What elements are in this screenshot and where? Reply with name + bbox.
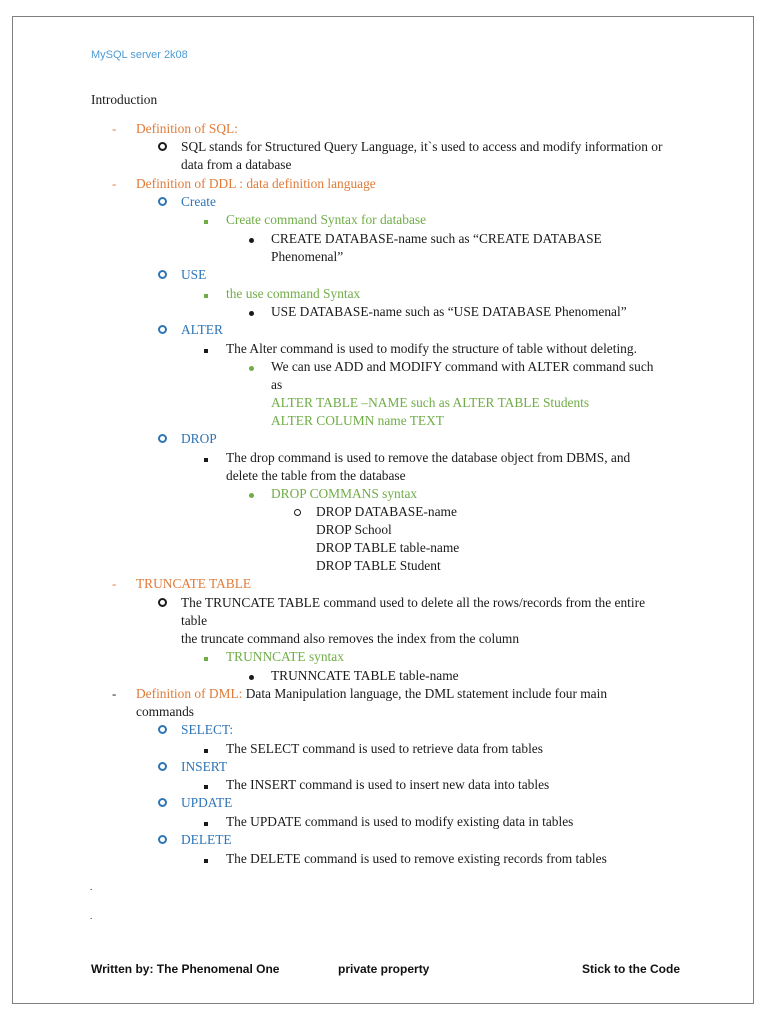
footer-author: Written by: The Phenomenal One <box>91 962 280 976</box>
drop-example-4: DROP TABLE Student <box>316 558 441 573</box>
update-description: The UPDATE command is used to modify existing data in tables <box>226 814 574 829</box>
create-syntax-heading: Create command Syntax for database <box>226 212 427 227</box>
square-bullet <box>204 850 208 868</box>
delete-heading: DELETE <box>181 832 232 847</box>
dot-bullet <box>249 303 254 321</box>
ring-bullet <box>158 721 167 739</box>
ring-bullet <box>158 321 167 339</box>
truncate-heading: TRUNCATE TABLE <box>136 576 252 591</box>
dash-bullet: - <box>112 576 117 591</box>
drop-heading: DROP <box>181 431 217 446</box>
use-heading: USE <box>181 267 207 282</box>
alter-usage-text: We can use ADD and MODIFY command with ALTER command such <box>271 359 654 374</box>
truncate-syntax-text: TRUNNCATE TABLE table-name <box>271 668 459 683</box>
drop-example-2: DROP School <box>316 522 392 537</box>
square-bullet <box>204 449 208 467</box>
sql-definition-text-cont: data from a database <box>181 157 292 172</box>
create-heading: Create <box>181 194 216 209</box>
truncate-description-cont: table <box>181 613 208 628</box>
select-description: The SELECT command is used to retrieve data from tables <box>226 741 543 756</box>
alter-example-2: ALTER COLUMN name TEXT <box>271 413 444 428</box>
square-bullet <box>204 648 208 666</box>
ring-bullet <box>294 503 301 521</box>
use-syntax-heading: the use command Syntax <box>226 286 361 301</box>
alter-example-1: ALTER TABLE –NAME such as ALTER TABLE Students <box>271 395 590 410</box>
create-syntax-text: CREATE DATABASE-name such as “CREATE DATABASE <box>271 231 602 246</box>
ring-bullet <box>158 193 167 211</box>
dml-definition-text: Data Manipulation language, the DML statement include four main <box>242 686 608 701</box>
dot-bullet <box>249 667 254 685</box>
truncate-index-note: the truncate command also removes the index from the column <box>181 631 520 646</box>
create-syntax-text-cont: Phenomenal” <box>271 249 344 264</box>
sql-definition-text: SQL stands for Structured Query Language, it`s used to access and modify information or <box>181 139 663 154</box>
dot-bullet <box>249 358 254 376</box>
dml-definition-text-cont: commands <box>136 704 195 719</box>
insert-description: The INSERT command is used to insert new data into tables <box>226 777 550 792</box>
square-bullet <box>204 285 208 303</box>
square-bullet <box>204 211 208 229</box>
delete-description: The DELETE command is used to remove existing records from tables <box>226 851 607 866</box>
use-syntax-text: USE DATABASE-name such as “USE DATABASE Phenomenal” <box>271 304 627 319</box>
insert-heading: INSERT <box>181 759 228 774</box>
square-bullet <box>204 813 208 831</box>
ring-bullet <box>158 794 167 812</box>
select-heading: SELECT: <box>181 722 234 737</box>
drop-description-cont: delete the table from the database <box>226 468 406 483</box>
alter-description: The Alter command is used to modify the structure of table without deleting. <box>226 341 637 356</box>
ring-bullet <box>158 266 167 284</box>
truncate-syntax-heading: TRUNNCATE syntax <box>226 649 344 664</box>
ring-bullet <box>158 758 167 776</box>
dash-bullet: - <box>112 686 117 701</box>
dash-bullet: - <box>112 176 117 191</box>
dml-definition-line <box>136 685 607 703</box>
square-bullet <box>204 776 208 794</box>
sql-definition-heading: Definition of SQL: <box>136 121 238 136</box>
dot-bullet <box>249 485 254 503</box>
alter-usage-text-cont: as <box>271 377 283 392</box>
ring-bullet <box>158 831 167 849</box>
drop-syntax-heading: DROP COMMANS syntax <box>271 486 418 501</box>
footer-motto: Stick to the Code <box>582 962 681 976</box>
dash-bullet: - <box>112 121 117 136</box>
ring-bullet <box>158 138 167 156</box>
intro-heading: Introduction <box>91 92 158 107</box>
stray-period: . <box>90 882 93 892</box>
drop-example-1: DROP DATABASE-name <box>316 504 457 519</box>
drop-description: The drop command is used to remove the database object from DBMS, and <box>226 450 631 465</box>
square-bullet <box>204 340 208 358</box>
stray-period: . <box>90 911 93 921</box>
dml-definition-label: Definition of DML: <box>136 686 243 701</box>
ring-bullet <box>158 430 167 448</box>
drop-example-3: DROP TABLE table-name <box>316 540 460 555</box>
update-heading: UPDATE <box>181 795 233 810</box>
dot-bullet <box>249 230 254 248</box>
page-header-title: MySQL server 2k08 <box>91 49 188 61</box>
footer-note: private property <box>338 962 430 976</box>
truncate-description: The TRUNCATE TABLE command used to delete all the rows/records from the entire <box>181 595 646 610</box>
ring-bullet <box>158 594 167 612</box>
ddl-definition-heading: Definition of DDL : data definition language <box>136 176 376 191</box>
square-bullet <box>204 740 208 758</box>
alter-heading: ALTER <box>181 322 223 337</box>
